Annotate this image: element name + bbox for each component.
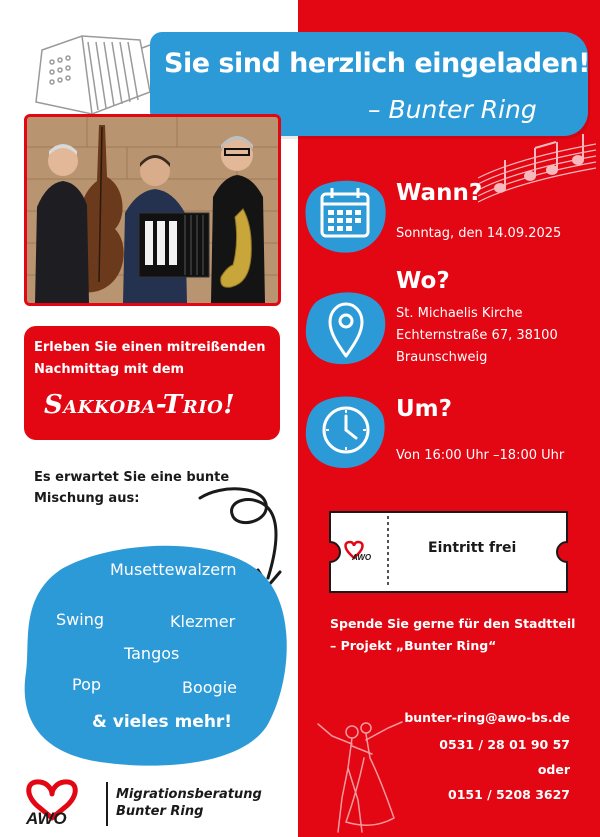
contact-email[interactable]: bunter-ring@awo-bs.de: [404, 710, 570, 725]
page-subtitle: – Bunter Ring: [368, 95, 537, 124]
when-heading: Wann?: [396, 180, 483, 206]
band-name: Sakkoba-Trio!: [44, 390, 236, 420]
dancing-couple-icon: [302, 718, 412, 836]
where-line: Echternstraße 67, 38100: [396, 328, 558, 343]
invite-text: Erleben Sie einen mitreißenden Nachmittag mit dem: [34, 340, 266, 377]
where-line: St. Michaelis Kirche: [396, 306, 523, 321]
contact-phone[interactable]: 0531 / 28 01 90 57: [439, 737, 570, 752]
footer-org-line1: Migrationsberatung: [116, 787, 262, 802]
band-photo-illustration: [27, 117, 278, 303]
footer-org-line2: Bunter Ring: [116, 804, 204, 819]
genre-item: Tangos: [124, 644, 180, 663]
genre-item: Musettewalzern: [110, 560, 237, 579]
genre-item-more: & vieles mehr!: [92, 712, 233, 732]
genre-item: Swing: [56, 610, 104, 629]
donate-line1: Spende Sie gerne für den Stadtteil: [330, 616, 576, 631]
awo-logo-text: AWO: [26, 809, 67, 828]
ticket-logo-text: AWO: [352, 553, 372, 562]
calendar-icon: [302, 176, 388, 254]
when-value: Sonntag, den 14.09.2025: [396, 226, 562, 241]
logo-divider: [106, 782, 108, 826]
genre-item: Boogie: [182, 678, 237, 697]
program-intro: Es erwartet Sie eine bunte Mischung aus:: [34, 470, 230, 506]
accordion-sketch-icon: [22, 22, 162, 127]
band-photo: [24, 114, 281, 306]
awo-logo: [20, 778, 102, 828]
donate-text: [330, 613, 592, 657]
clock-icon: [302, 392, 388, 470]
page-title: Sie sind herzlich eingeladen!: [164, 48, 590, 79]
ticket-label: Eintritt frei: [428, 540, 517, 556]
where-line: Braunschweig: [396, 350, 488, 365]
genre-item: Pop: [72, 675, 102, 694]
donate-line2: – Projekt „Bunter Ring“: [330, 638, 497, 653]
time-value: Von 16:00 Uhr –18:00 Uhr: [396, 448, 565, 463]
genre-item: Klezmer: [170, 612, 236, 631]
time-heading: Um?: [396, 396, 452, 422]
location-pin-icon: [302, 288, 388, 366]
where-value: [396, 303, 558, 369]
music-notes-icon: [478, 130, 596, 210]
contact-mobile[interactable]: 0151 / 5208 3627: [448, 787, 570, 802]
contact-or: oder: [537, 762, 570, 777]
where-heading: Wo?: [396, 268, 450, 294]
footer-org: [116, 786, 262, 820]
